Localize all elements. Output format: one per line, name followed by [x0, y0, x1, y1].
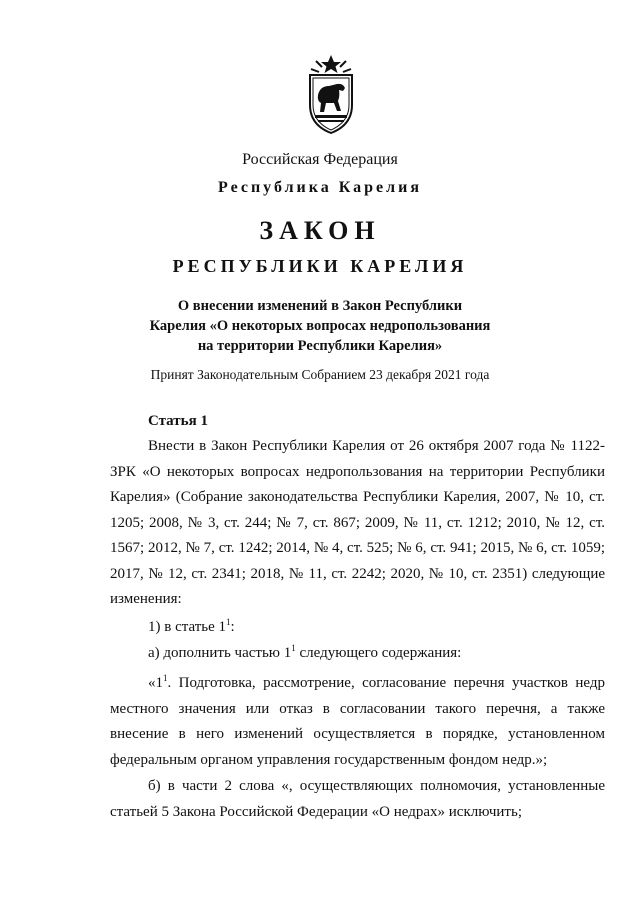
law-name-line-2: Карелия «О некоторых вопросах недропользования — [149, 318, 491, 334]
quote-prefix: «1 — [148, 675, 163, 691]
item-1-suffix: : — [230, 619, 235, 635]
article-heading: Статья 1 — [148, 413, 208, 429]
country-name: Российская Федерация — [242, 151, 398, 168]
article-paragraph-1: Внести в Закон Республики Карелия от 26 октября 2007 года № 1122-ЗРК «О некоторых вопросах недропользования на территории Республики Карелия» (Собрание законодательства Республики Карелия, 2007, № 10, ст. 1205; 2008, № 3, ст. 244; № 7, ст. 867; 2009, № 11, ст. 1212; 2010, № 12, ст. 1567; 2012, № 7, ст. 1242; 2014, № 4, ст. 525; № 6, ст. 941; 2015, № 6, ст. 1059; 2017, № 12, ст. 2341; 2018, № 11, ст. 2242; 2020, № 10, ст. 2351) следующие изменения: — [110, 438, 605, 607]
law-name — [0, 296, 640, 356]
law-subtitle: РЕСПУБЛИКИ КАРЕЛИЯ — [172, 256, 468, 276]
item-a-text: а) дополнить частью 1 — [148, 645, 292, 661]
law-title: ЗАКОН — [259, 216, 381, 245]
law-name-line-1: О внесении изменений в Закон Республики — [177, 298, 463, 314]
quote-superscript: 1 — [163, 673, 168, 683]
quoted-amendment — [110, 671, 605, 773]
item-a-suffix: следующего содержания: — [295, 645, 462, 661]
item-a — [148, 645, 461, 662]
republic-name: Республика Карелия — [218, 179, 422, 196]
item-a-superscript: 1 — [291, 643, 296, 653]
karelia-coat-of-arms-icon — [302, 53, 360, 135]
item-1-superscript: 1 — [226, 617, 231, 627]
law-name-line-3: на территории Республики Карелия» — [197, 338, 443, 354]
item-1 — [148, 619, 235, 636]
quote-text: . Подготовка, рассмотрение, согласование перечня участков недр местного значения или отказ в согласовании такого перечня, а также внесение в него изменений осуществляется в порядке, установленном федеральным органом управления государственным фондом недр.»; — [110, 675, 605, 768]
item-1-text: 1) в статье 1 — [148, 619, 227, 635]
adoption-note: Принят Законодательным Собранием 23 декабря 2021 года — [150, 367, 490, 382]
item-b: б) в части 2 слова «, осуществляющих полномочия, установленные статьей 5 Закона Российской Федерации «О недрах» исключить; — [110, 778, 605, 820]
